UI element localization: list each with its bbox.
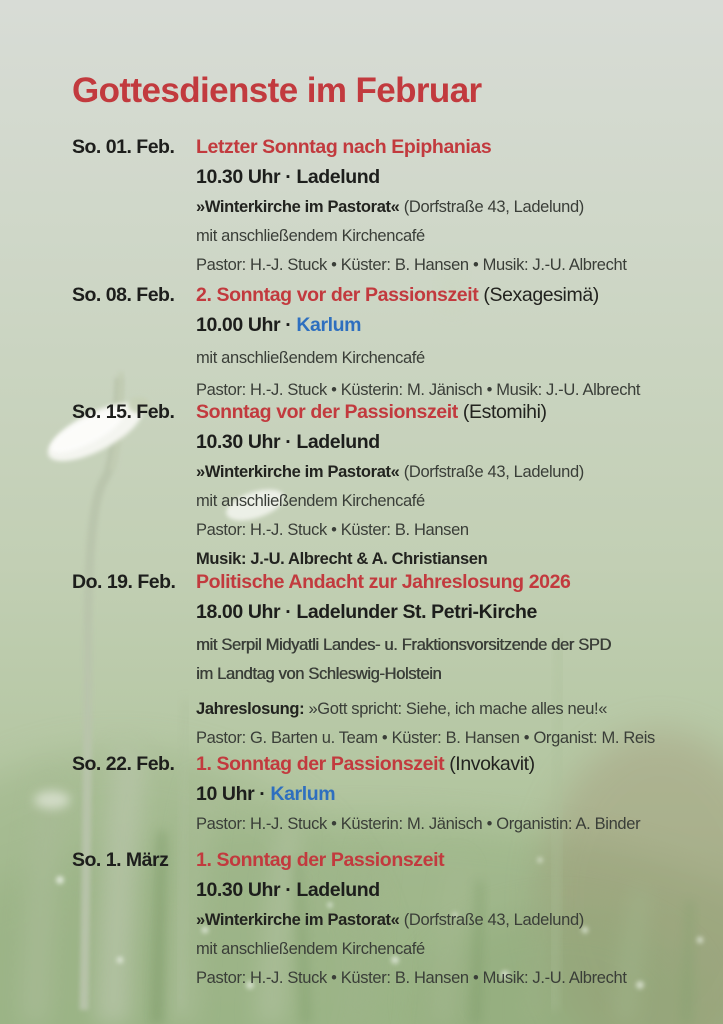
service-entry-feb01: [72, 133, 712, 280]
time-and-place: 10.30 Uhr · Ladelund: [196, 879, 380, 901]
entry-date: So. 22. Feb.: [72, 753, 175, 775]
entry-people: Pastor: G. Barten u. Team • Küster: B. Hansen • Organist: M. Reis: [196, 729, 655, 747]
entry-music: Musik: J.-U. Albrecht & A. Christiansen: [196, 550, 488, 568]
service-name-latin: (Invokavit): [444, 753, 535, 775]
entry-people: Pastor: H.-J. Stuck • Küster: B. Hansen: [196, 521, 469, 539]
service-entry-feb19: [72, 568, 712, 753]
entry-details: [196, 750, 712, 839]
entry-date: So. 01. Feb.: [72, 136, 175, 158]
time-label: 10 Uhr ·: [196, 783, 271, 805]
entry-motto: [196, 695, 712, 724]
entry-heading: [196, 568, 712, 598]
service-entry-feb08: [72, 281, 712, 405]
entry-venue: [196, 906, 712, 935]
service-name: 2. Sonntag vor der Passionszeit: [196, 284, 479, 306]
entry-date: So. 08. Feb.: [72, 284, 175, 306]
entry-time: [196, 598, 712, 628]
entry-people: Pastor: H.-J. Stuck • Küster: B. Hansen • Musik: J.-U. Albrecht: [196, 969, 627, 987]
venue-address: (Dorfstraße 43, Ladelund): [399, 463, 584, 481]
motto-label: Jahreslosung:: [196, 700, 305, 718]
service-name: 1. Sonntag der Passionszeit: [196, 849, 445, 871]
service-name: 1. Sonntag der Passionszeit: [196, 753, 445, 775]
entry-details: [196, 398, 712, 574]
entry-guest-line1: mit Serpil Midyatli Landes- u. Fraktionsvorsitzende der SPD: [196, 636, 611, 654]
time-label: 10.00 Uhr ·: [196, 314, 297, 336]
time-and-place: 10.30 Uhr · Ladelund: [196, 166, 380, 188]
entry-cafe: mit anschließendem Kirchencafé: [196, 492, 425, 510]
place-karlum: Karlum: [270, 783, 336, 805]
entry-people: Pastor: H.-J. Stuck • Küsterin: M. Jänisch • Musik: J.-U. Albrecht: [196, 381, 641, 399]
entry-details: [196, 568, 712, 753]
entry-guest-line2: im Landtag von Schleswig-Holstein: [196, 665, 442, 683]
venue-name: »Winterkirche im Pastorat«: [196, 463, 400, 481]
service-name: Politische Andacht zur Jahreslosung 2026: [196, 571, 571, 593]
service-name-latin: (Sexagesimä): [478, 284, 599, 306]
entry-date: So. 1. März: [72, 849, 169, 871]
page-title: Gottesdienste im Februar: [72, 71, 482, 110]
entry-date: Do. 19. Feb.: [72, 571, 176, 593]
place-karlum: Karlum: [296, 314, 362, 336]
entry-time: [196, 780, 712, 810]
entry-time: [196, 876, 712, 906]
time-and-place: 10.30 Uhr · Ladelund: [196, 431, 380, 453]
entry-people: Pastor: H.-J. Stuck • Küster: B. Hansen • Musik: J.-U. Albrecht: [196, 256, 627, 274]
entry-cafe: mit anschließendem Kirchencafé: [196, 349, 425, 367]
entry-details: [196, 133, 712, 280]
motto-text: »Gott spricht: Siehe, ich mache alles neu!«: [304, 700, 608, 718]
entry-heading: [196, 133, 712, 163]
service-name-latin: (Estomihi): [457, 401, 547, 423]
entry-cafe: mit anschließendem Kirchencafé: [196, 940, 425, 958]
time-and-place: 18.00 Uhr · Ladelunder St. Petri-Kirche: [196, 601, 537, 623]
entry-details: [196, 281, 712, 405]
entry-heading: [196, 750, 712, 780]
service-name: Sonntag vor der Passionszeit: [196, 401, 458, 423]
entry-cafe: mit anschließendem Kirchencafé: [196, 227, 425, 245]
entry-heading: [196, 398, 712, 428]
entry-venue: [196, 193, 712, 222]
service-entry-mar01: [72, 846, 712, 993]
entry-time: [196, 163, 712, 193]
entry-details: [196, 846, 712, 993]
service-name: Letzter Sonntag nach Epiphanias: [196, 136, 492, 158]
entry-heading: [196, 281, 712, 311]
service-entry-feb15: [72, 398, 712, 574]
venue-name: »Winterkirche im Pastorat«: [196, 198, 400, 216]
entry-people: Pastor: H.-J. Stuck • Küsterin: M. Jänisch • Organistin: A. Binder: [196, 815, 641, 833]
venue-address: (Dorfstraße 43, Ladelund): [399, 911, 584, 929]
entry-heading: [196, 846, 712, 876]
entry-time: [196, 311, 712, 341]
entry-time: [196, 428, 712, 458]
venue-address: (Dorfstraße 43, Ladelund): [399, 198, 584, 216]
venue-name: »Winterkirche im Pastorat«: [196, 911, 400, 929]
entry-date: So. 15. Feb.: [72, 401, 175, 423]
service-entry-feb22: [72, 750, 712, 839]
entry-venue: [196, 458, 712, 487]
